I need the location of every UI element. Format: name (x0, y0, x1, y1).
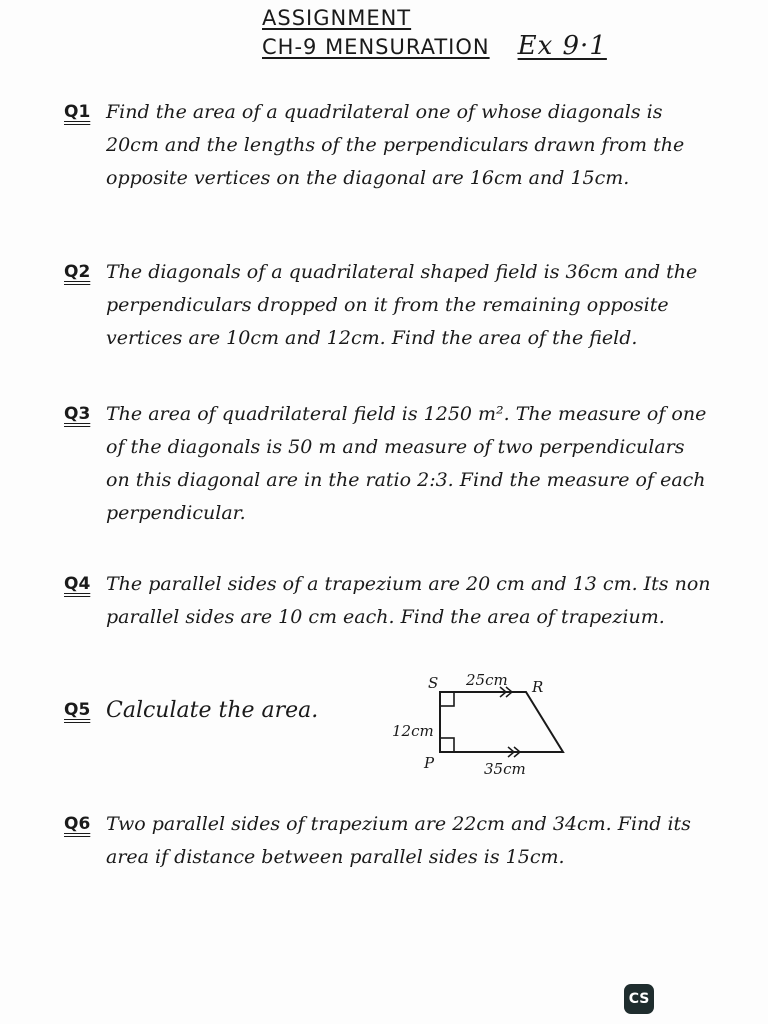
exercise-label: Ex 9·1 (517, 31, 607, 61)
question-number: Q2 (64, 262, 91, 282)
chapter-heading (262, 32, 622, 61)
question-6 (64, 808, 714, 874)
question-number: Q4 (64, 574, 91, 594)
question-text: The diagonals of a quadrilateral shaped field is 36cm and the perpendiculars dropped on it from the remaining opposite vertices are 10cm and 12cm. Find the area of the field. (106, 261, 698, 349)
question-1 (64, 96, 714, 195)
trapezium-figure (388, 668, 588, 778)
top-side-label: 25cm (466, 671, 508, 689)
question-number: Q3 (64, 404, 91, 424)
question-text: Two parallel sides of trapezium are 22cm and 34cm. Find its area if distance between parallel sides is 15cm. (106, 813, 691, 868)
question-text: Find the area of a quadrilateral one of whose diagonals is 20cm and the lengths of the perpendiculars drawn from the opposite vertices on the diagonal are 16cm and 15cm. (106, 101, 685, 189)
question-number: Q6 (64, 814, 91, 834)
chapter-title: CH-9 MENSURATION (262, 35, 490, 59)
question-4 (64, 568, 714, 634)
vertex-p-label: P (424, 754, 435, 772)
page-header (262, 4, 622, 61)
question-2 (64, 256, 714, 355)
right-angle-mark-bottom (440, 738, 454, 752)
bottom-side-label: 35cm (484, 760, 526, 778)
question-number: Q1 (64, 102, 91, 122)
vertex-s-label: S (428, 674, 439, 692)
question-text: The area of quadrilateral field is 1250 m². The measure of one of the diagonals is 50 m and measure of two perpendiculars on this diagonal are in the ratio 2:3. Find the measure of each perpendicular. (106, 403, 707, 524)
camscanner-logo (624, 984, 654, 1014)
trapezium-shape (440, 692, 563, 752)
question-5 (64, 694, 364, 727)
right-angle-mark-top (440, 692, 454, 706)
logo-text: CS (628, 991, 650, 1007)
question-text: The parallel sides of a trapezium are 20 cm and 13 cm. Its non parallel sides are 10 cm each. Find the area of trapezium. (106, 573, 711, 628)
question-3 (64, 398, 714, 530)
trapezium-diagram (388, 668, 588, 778)
page-title: ASSIGNMENT (262, 6, 412, 30)
vertex-r-label: R (532, 678, 544, 696)
question-number: Q5 (64, 700, 91, 720)
question-text: Calculate the area. (106, 698, 319, 723)
height-label: 12cm (392, 722, 434, 740)
